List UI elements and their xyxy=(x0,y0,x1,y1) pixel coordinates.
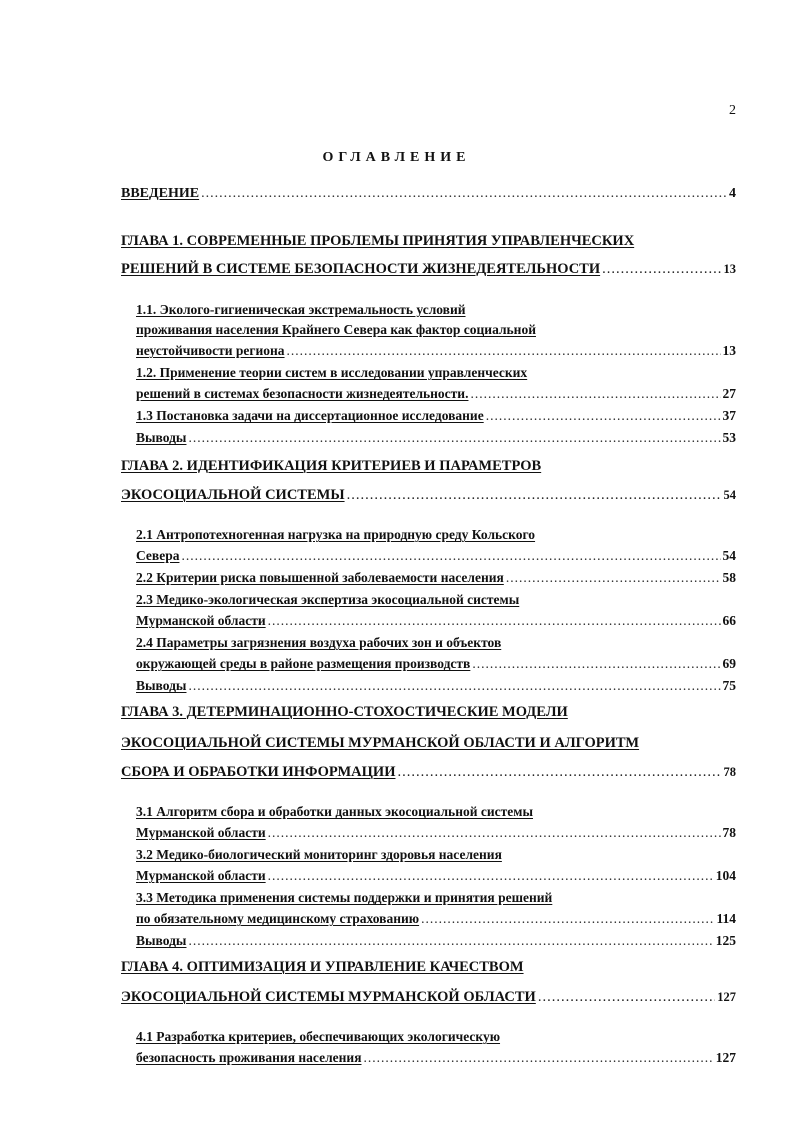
toc-section-2-4-line1[interactable]: 2.4 Параметры загрязнения воздуха рабочих зон и объектов xyxy=(136,635,502,650)
leader-dots xyxy=(470,384,720,403)
toc-section-2-2[interactable] xyxy=(136,568,736,587)
toc-section-2-4[interactable] xyxy=(136,654,736,673)
leader-dots xyxy=(421,909,714,928)
toc-page-number: 104 xyxy=(715,868,736,883)
toc-page-number: 4 xyxy=(729,186,736,201)
toc-page-number: 125 xyxy=(715,933,736,948)
toc-chapter-3[interactable] xyxy=(121,763,736,782)
toc-section-2-conclusions[interactable] xyxy=(136,676,736,695)
toc-section-2-3[interactable] xyxy=(136,611,736,630)
toc-page-number: 13 xyxy=(723,262,736,276)
toc-section-2-1-line1[interactable]: 2.1 Антропотехногенная нагрузка на природную среду Кольского xyxy=(136,527,536,542)
toc-section-2-3-line1[interactable]: 2.3 Медико-экологическая экспертиза экосоциальной системы xyxy=(136,592,520,607)
toc-page-number: 69 xyxy=(722,656,736,671)
toc-entry-label: неустойчивости региона xyxy=(136,343,285,358)
leader-dots xyxy=(486,406,721,425)
toc-entry-label: безопасность проживания населения xyxy=(136,1050,362,1065)
toc-chapter-3-line2[interactable]: ЭКОСОЦИАЛЬНОЙ СИСТЕМЫ МУРМАНСКОЙ ОБЛАСТИ И АЛГОРИТМ xyxy=(121,735,640,751)
toc-chapter-1[interactable] xyxy=(121,260,736,279)
toc-section-3-conclusions[interactable] xyxy=(136,931,736,950)
toc-entry-label: по обязательному медицинскому страхованию xyxy=(136,911,420,926)
toc-entry-label: Выводы xyxy=(136,933,187,948)
toc-section-1-conclusions[interactable] xyxy=(136,428,736,447)
toc-page-number: 127 xyxy=(717,990,736,1004)
leader-dots xyxy=(188,428,720,447)
leader-dots xyxy=(506,568,721,587)
page-number: 2 xyxy=(729,103,736,118)
toc-section-1-1-line2[interactable]: проживания населения Крайнего Севера как фактор социальной xyxy=(136,322,536,337)
toc-section-2-1[interactable] xyxy=(136,546,736,565)
leader-dots xyxy=(538,988,715,1007)
leader-dots xyxy=(602,260,721,279)
leader-dots xyxy=(347,486,722,505)
leader-dots xyxy=(268,823,721,842)
toc-page-number: 13 xyxy=(722,343,736,358)
toc-chapter-2[interactable] xyxy=(121,486,736,505)
toc-section-4-1-line1[interactable]: 4.1 Разработка критериев, обеспечивающих экологическую xyxy=(136,1029,501,1044)
toc-entry-label: Севера xyxy=(136,548,180,563)
toc-chapter-4-line1[interactable]: ГЛАВА 4. ОПТИМИЗАЦИЯ И УПРАВЛЕНИЕ КАЧЕСТВОМ xyxy=(121,959,524,975)
toc-page-number: 78 xyxy=(722,825,736,840)
toc-entry-label: СБОРА И ОБРАБОТКИ ИНФОРМАЦИИ xyxy=(121,764,396,780)
toc-entry-label: Мурманской области xyxy=(136,613,266,628)
leader-dots xyxy=(364,1048,714,1067)
leader-dots xyxy=(181,546,720,565)
toc-entry-label: 2.2 Критерии риска повышенной заболеваемости населения xyxy=(136,570,504,585)
toc-section-3-3-line1[interactable]: 3.3 Методика применения системы поддержки и принятия решений xyxy=(136,890,553,905)
toc-entry-label: 1.3 Постановка задачи на диссертационное исследование xyxy=(136,408,484,423)
toc-page-number: 114 xyxy=(716,911,736,926)
toc-section-3-3[interactable] xyxy=(136,909,736,928)
toc-section-3-1[interactable] xyxy=(136,823,736,842)
toc-entry-intro[interactable] xyxy=(121,184,736,203)
toc-page-number: 127 xyxy=(715,1050,736,1065)
toc-section-1-3[interactable] xyxy=(136,406,736,425)
leader-dots xyxy=(472,654,720,673)
leader-dots xyxy=(188,931,713,950)
toc-entry-label: Мурманской области xyxy=(136,825,266,840)
toc-section-3-2-line1[interactable]: 3.2 Медико-биологический мониторинг здоровья населения xyxy=(136,847,502,862)
toc-entry-label: Выводы xyxy=(136,430,187,445)
leader-dots xyxy=(268,866,714,885)
toc-page-number: 54 xyxy=(723,488,736,502)
toc-page-number: 75 xyxy=(722,678,736,693)
toc-page-number: 66 xyxy=(722,613,736,628)
toc-section-1-2-line1[interactable]: 1.2. Применение теории систем в исследовании управленческих xyxy=(136,365,528,380)
toc-page-number: 78 xyxy=(723,765,736,779)
toc-section-1-1[interactable] xyxy=(136,341,736,360)
toc-page-number: 53 xyxy=(722,430,736,445)
toc-section-3-2[interactable] xyxy=(136,866,736,885)
toc-chapter-4[interactable] xyxy=(121,988,736,1007)
toc-entry-label: Выводы xyxy=(136,678,187,693)
leader-dots xyxy=(287,341,721,360)
toc-entry-label: Мурманской области xyxy=(136,868,266,883)
toc-entry-label: окружающей среды в районе размещения производств xyxy=(136,656,471,671)
toc-section-3-1-line1[interactable]: 3.1 Алгоритм сбора и обработки данных экосоциальной системы xyxy=(136,804,534,819)
leader-dots xyxy=(268,611,721,630)
toc-chapter-1-line1[interactable]: ГЛАВА 1. СОВРЕМЕННЫЕ ПРОБЛЕМЫ ПРИНЯТИЯ УПРАВЛЕНЧЕСКИХ xyxy=(121,233,635,249)
toc-entry-label: ЭКОСОЦИАЛЬНОЙ СИСТЕМЫ МУРМАНСКОЙ ОБЛАСТИ xyxy=(121,989,536,1005)
leader-dots xyxy=(201,184,727,203)
leader-dots xyxy=(397,763,721,782)
toc-page-number: 27 xyxy=(722,386,736,401)
toc-section-1-1-line1[interactable]: 1.1. Эколого-гигиеническая экстремальность условий xyxy=(136,302,466,317)
leader-dots xyxy=(188,676,720,695)
toc-entry-label: РЕШЕНИЙ В СИСТЕМЕ БЕЗОПАСНОСТИ ЖИЗНЕДЕЯТЕЛЬНОСТИ xyxy=(121,261,601,277)
toc-entry-label: ЭКОСОЦИАЛЬНОЙ СИСТЕМЫ xyxy=(121,487,345,503)
toc-page-number: 37 xyxy=(722,408,736,423)
toc-chapter-2-line1[interactable]: ГЛАВА 2. ИДЕНТИФИКАЦИЯ КРИТЕРИЕВ И ПАРАМЕТРОВ xyxy=(121,458,542,474)
toc-entry-label: ВВЕДЕНИЕ xyxy=(121,186,200,201)
toc-page-number: 58 xyxy=(722,570,736,585)
toc-title: ОГЛАВЛЕНИЕ xyxy=(322,150,471,165)
toc-page-number: 54 xyxy=(722,548,736,563)
toc-section-1-2[interactable] xyxy=(136,384,736,403)
toc-entry-label: решений в системах безопасности жизнедеятельности. xyxy=(136,386,469,401)
toc-section-4-1[interactable] xyxy=(136,1048,736,1067)
toc-chapter-3-line1[interactable]: ГЛАВА 3. ДЕТЕРМИНАЦИОННО-СТОХОСТИЧЕСКИЕ МОДЕЛИ xyxy=(121,704,568,720)
